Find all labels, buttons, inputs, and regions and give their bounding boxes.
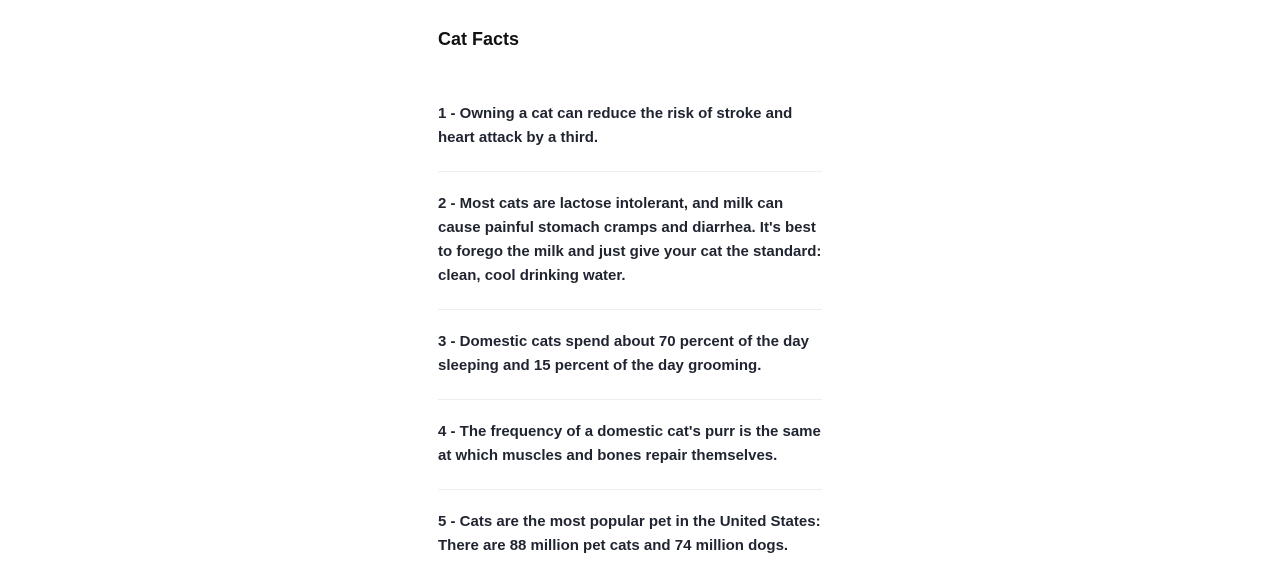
fact-list [438, 100, 822, 579]
page-title: Cat Facts [438, 29, 520, 49]
fact-text: 4 - The frequency of a domestic cat's purr is the same at which muscles and bones repair themselves. [438, 423, 821, 464]
fact-item [438, 510, 822, 579]
fact-item [438, 100, 822, 172]
fact-item [438, 420, 822, 490]
fact-text: 5 - Cats are the most popular pet in the United States: There are 88 million pet cats and 74 million dogs. [438, 513, 821, 554]
fact-item [438, 192, 822, 310]
fact-item [438, 330, 822, 400]
fact-text: 3 - Domestic cats spend about 70 percent of the day sleeping and 15 percent of the day grooming. [438, 333, 809, 374]
cat-facts-content [438, 0, 822, 579]
fact-text: 1 - Owning a cat can reduce the risk of stroke and heart attack by a third. [438, 105, 793, 146]
fact-text: 2 - Most cats are lactose intolerant, and milk can cause painful stomach cramps and diarrhea. It's best to forego the milk and just give your cat the standard: clean, cool drinking water. [438, 195, 822, 284]
